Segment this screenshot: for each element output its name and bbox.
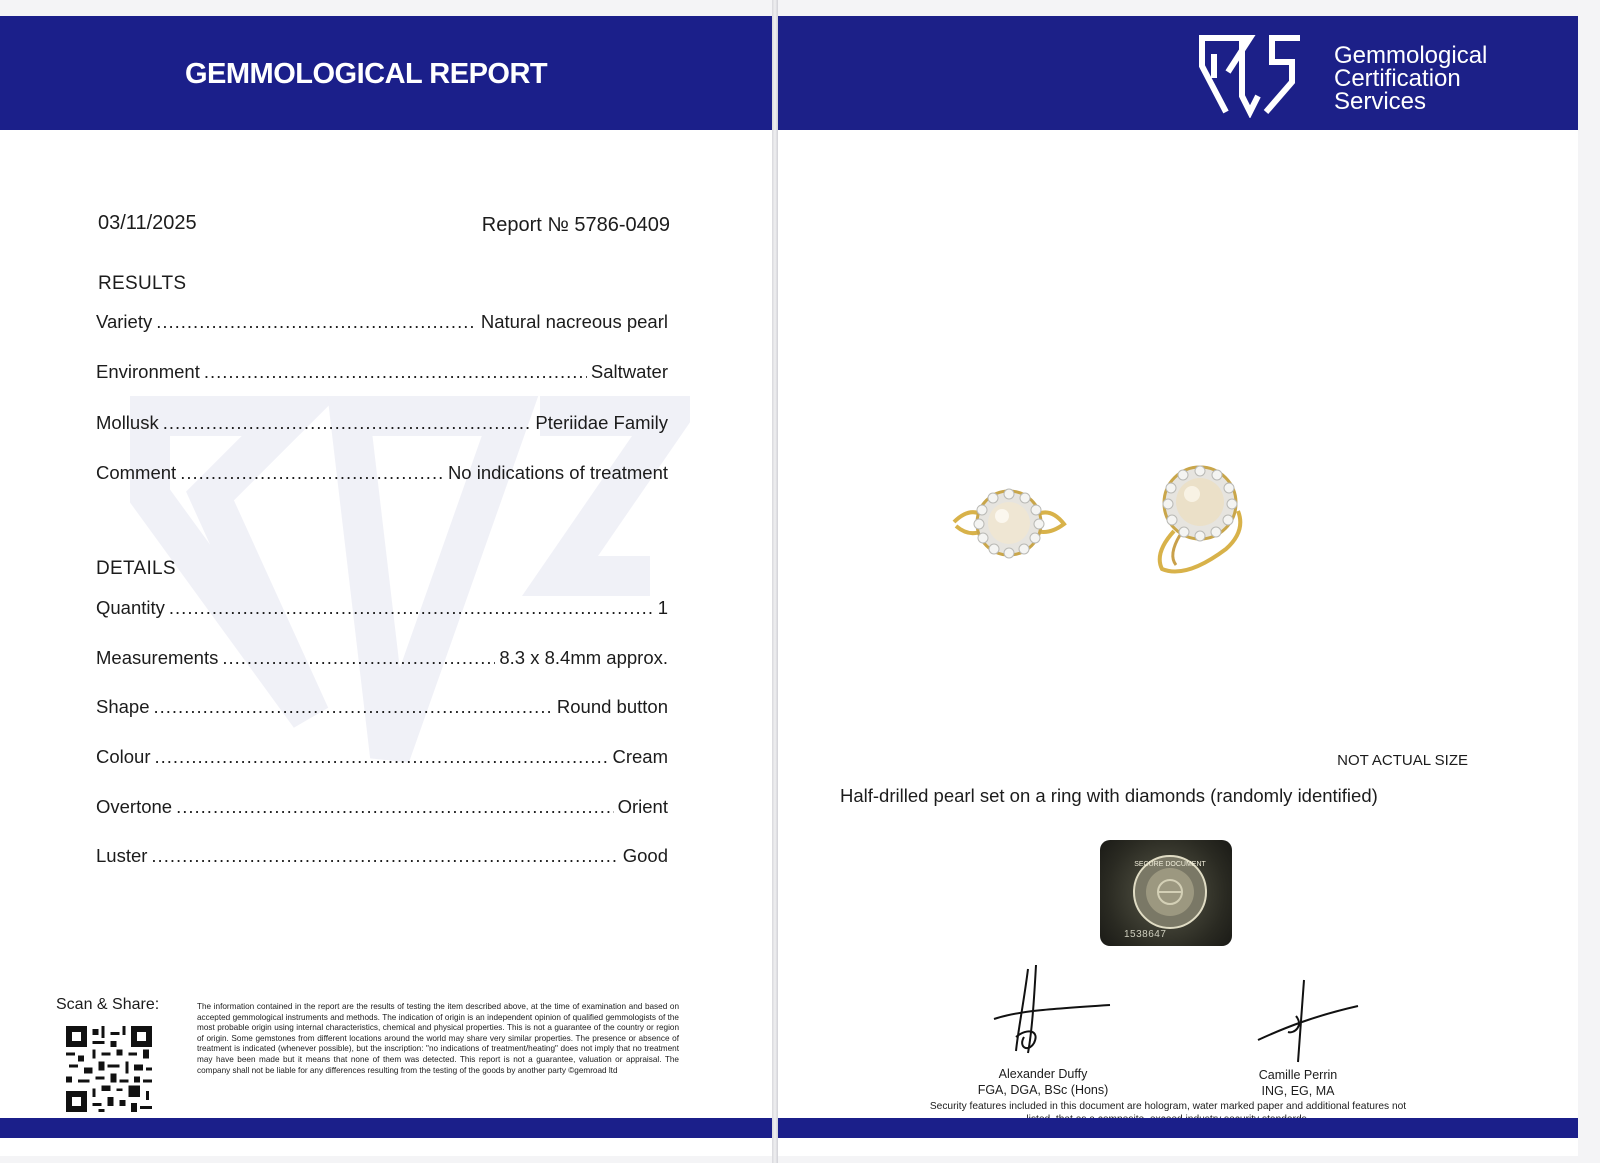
- gcs-logo-icon: [1196, 32, 1306, 118]
- detail-row-colour: [96, 746, 668, 768]
- scan-share-label: Scan & Share:: [56, 996, 160, 1013]
- qr-code-icon[interactable]: [66, 1026, 152, 1112]
- item-caption: Half-drilled pearl set on a ring with diamonds (randomly identified): [840, 785, 1378, 806]
- results-heading: RESULTS: [98, 273, 187, 294]
- not-actual-size-note: NOT ACTUAL SIZE: [1337, 752, 1468, 769]
- row-key: Quantity: [96, 597, 165, 618]
- row-value: Natural nacreous pearl: [480, 311, 668, 332]
- hologram-code: 1538647: [1124, 929, 1167, 940]
- row-key: Luster: [96, 845, 148, 866]
- detail-row-shape: [96, 696, 668, 718]
- row-key: Measurements: [96, 647, 219, 668]
- result-row-variety: [96, 311, 668, 333]
- signer-name: Alexander Duffy: [998, 1067, 1088, 1081]
- legal-disclaimer: The information contained in the report are the results of testing the item described above, at the time of examination and based on accepted gemmological instruments and methods. The indication of origin is an independent opinion of qualified gemmologists of the most probable origin using internal characteristics, chemical and physical properties. This is not a guarantee of the country or region of origin. Some gemstones from different locations around the world may share very similar properties. The presence or absence of treatment is indicated (whenever possible), but the inscription: "no indications of treatment/heating" does not imply that no treatment may have been made but it means that none of them was detected. This report is not a guarantee, valuation or appraisal. The company shall not be liable for any differences resulting from the testing of the goods by another party ©gemroad ltd: [197, 1002, 679, 1075]
- row-value: 8.3 x 8.4mm approx.: [499, 647, 668, 668]
- ring-top-view-image: [950, 476, 1068, 572]
- ring-side-view-image: [1146, 461, 1256, 581]
- detail-row-luster: [96, 845, 668, 867]
- details-heading: DETAILS: [96, 558, 176, 579]
- hologram-text: SECURE DOCUMENT: [1134, 861, 1206, 868]
- signer-credentials: ING, EG, MA: [1261, 1084, 1335, 1098]
- header-band: [0, 16, 772, 130]
- row-key: Mollusk: [96, 412, 159, 433]
- result-row-environment: [96, 361, 668, 383]
- row-value: Pteriidae Family: [535, 412, 668, 433]
- brand-line-2: Certification: [1334, 65, 1461, 92]
- row-value: Good: [622, 845, 668, 866]
- signer-perrin: [1233, 1067, 1363, 1099]
- header-band: [778, 16, 1578, 130]
- row-key: Overtone: [96, 796, 173, 817]
- brand-line-3: Services: [1334, 88, 1427, 115]
- detail-row-overtone: [96, 796, 668, 818]
- row-value: Round button: [556, 696, 668, 717]
- footer-band: [0, 1118, 772, 1138]
- footer-band: [778, 1118, 1578, 1138]
- row-key: Environment: [96, 361, 200, 382]
- report-date: 03/11/2025: [98, 212, 197, 234]
- result-row-mollusk: [96, 412, 668, 434]
- row-value: No indications of treatment: [447, 462, 668, 483]
- signature-duffy-image: [988, 961, 1118, 1061]
- row-key: Colour: [96, 746, 151, 767]
- report-title: GEMMOLOGICAL REPORT: [185, 58, 548, 90]
- signer-credentials: FGA, DGA, BSc (Hons): [977, 1083, 1109, 1097]
- brand-name: [1334, 44, 1487, 113]
- row-key: Shape: [96, 696, 150, 717]
- signer-name: Camille Perrin: [1258, 1068, 1338, 1082]
- row-value: Cream: [612, 746, 668, 767]
- signer-duffy: [953, 1066, 1133, 1098]
- security-features-note: Security features included in this document are hologram, water marked paper and additional features not: [929, 1101, 1407, 1112]
- row-value: Orient: [617, 796, 668, 817]
- row-key: Variety: [96, 311, 153, 332]
- row-value: Saltwater: [590, 361, 668, 382]
- report-left-page: [0, 16, 772, 1156]
- brand-line-1: Gemmological: [1334, 42, 1488, 69]
- detail-row-measurements: [96, 647, 668, 669]
- row-key: Comment: [96, 462, 177, 483]
- signature-perrin-image: [1254, 976, 1364, 1066]
- row-value: 1: [657, 597, 668, 618]
- report-number: Report № 5786-0409: [481, 214, 670, 236]
- detail-row-quantity: [96, 597, 668, 619]
- report-right-page: [778, 16, 1578, 1156]
- result-row-comment: [96, 462, 668, 484]
